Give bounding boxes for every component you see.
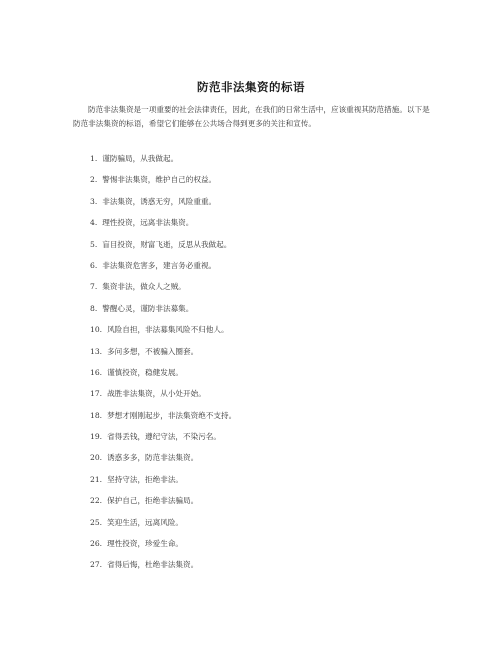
item-text: 保护自己，拒绝非法骗局。 — [107, 496, 199, 506]
item-text: 警醒心灵，谨防非法募集。 — [102, 303, 194, 313]
item-number: 13. — [90, 346, 103, 356]
item-text: 多问多想，不被骗入圈套。 — [107, 346, 199, 356]
item-number: 26. — [90, 539, 103, 549]
list-item — [90, 410, 236, 431]
item-text: 理性投资，珍爱生命。 — [107, 539, 184, 549]
item-text: 警惕非法集资，维护自己的权益。 — [102, 175, 217, 185]
list-item — [90, 431, 236, 452]
list-item — [90, 346, 236, 367]
item-text: 风险自担，非法募集风险不归他人。 — [107, 325, 229, 335]
document-title: 防范非法集资的标语 — [197, 80, 305, 94]
item-text: 非法集资，诱惑无穷，风险重重。 — [102, 196, 217, 206]
list-item — [90, 281, 236, 302]
list-item — [90, 452, 236, 473]
list-item — [90, 495, 236, 516]
list-item — [90, 217, 236, 238]
list-item — [90, 367, 236, 388]
item-text: 省得丢钱，遵纪守法，不染污名。 — [107, 432, 221, 442]
item-number: 22. — [90, 496, 103, 506]
item-text: 战胜非法集资，从小处开始。 — [107, 389, 206, 399]
list-item — [90, 303, 236, 324]
item-number: 17. — [90, 389, 103, 399]
list-item — [90, 538, 236, 559]
item-number: 10. — [90, 325, 103, 335]
item-number: 25. — [90, 517, 103, 527]
list-item — [90, 260, 236, 281]
item-number: 20. — [90, 453, 103, 463]
item-number: 3. — [90, 196, 98, 206]
list-item — [90, 559, 236, 580]
item-text: 谨慎投资，稳健发展。 — [107, 367, 184, 377]
item-number: 21. — [90, 474, 103, 484]
item-number: 7. — [90, 282, 98, 292]
item-text: 谨防骗局，从我做起。 — [102, 154, 179, 163]
item-number: 6. — [90, 260, 98, 270]
item-number: 4. — [90, 218, 98, 228]
item-number: 1. — [90, 154, 98, 163]
item-text: 集资非法，做众人之贼。 — [102, 282, 186, 292]
item-text: 非法集资危害多，建言务必重视。 — [102, 260, 217, 270]
list-item — [90, 239, 236, 260]
item-text: 坚持守法，拒绝非法。 — [107, 474, 184, 484]
item-text: 盲目投资，财富飞逝，反思从我做起。 — [102, 239, 232, 249]
item-number: 18. — [90, 410, 103, 420]
list-item — [90, 196, 236, 217]
item-text: 省得后悔，杜绝非法集资。 — [107, 560, 199, 570]
slogan-list — [90, 153, 236, 581]
item-number: 2. — [90, 175, 98, 185]
item-text: 梦想才刚刚起步，非法集资绝不支持。 — [107, 410, 237, 420]
item-text: 诱惑多多，防范非法集资。 — [107, 453, 199, 463]
item-number: 16. — [90, 367, 103, 377]
item-number: 8. — [90, 303, 98, 313]
list-item — [90, 388, 236, 409]
list-item — [90, 474, 236, 495]
list-item — [90, 174, 236, 195]
item-text: 理性投资，远离非法集资。 — [102, 218, 194, 228]
item-number: 19. — [90, 432, 103, 442]
intro-paragraph: 防范非法集资是一项重要的社会法律责任，因此，在我们的日常生活中，应该重视其防范措施。以下是防范非法集资的标语，希望它们能够在公共场合得到更多的关注和宣传。 — [73, 105, 430, 128]
list-item — [90, 324, 236, 345]
item-number: 27. — [90, 560, 103, 570]
item-text: 笑迎生活，远离风险。 — [107, 517, 184, 527]
list-item — [90, 517, 236, 538]
item-number: 5. — [90, 239, 98, 249]
list-item — [90, 153, 236, 174]
